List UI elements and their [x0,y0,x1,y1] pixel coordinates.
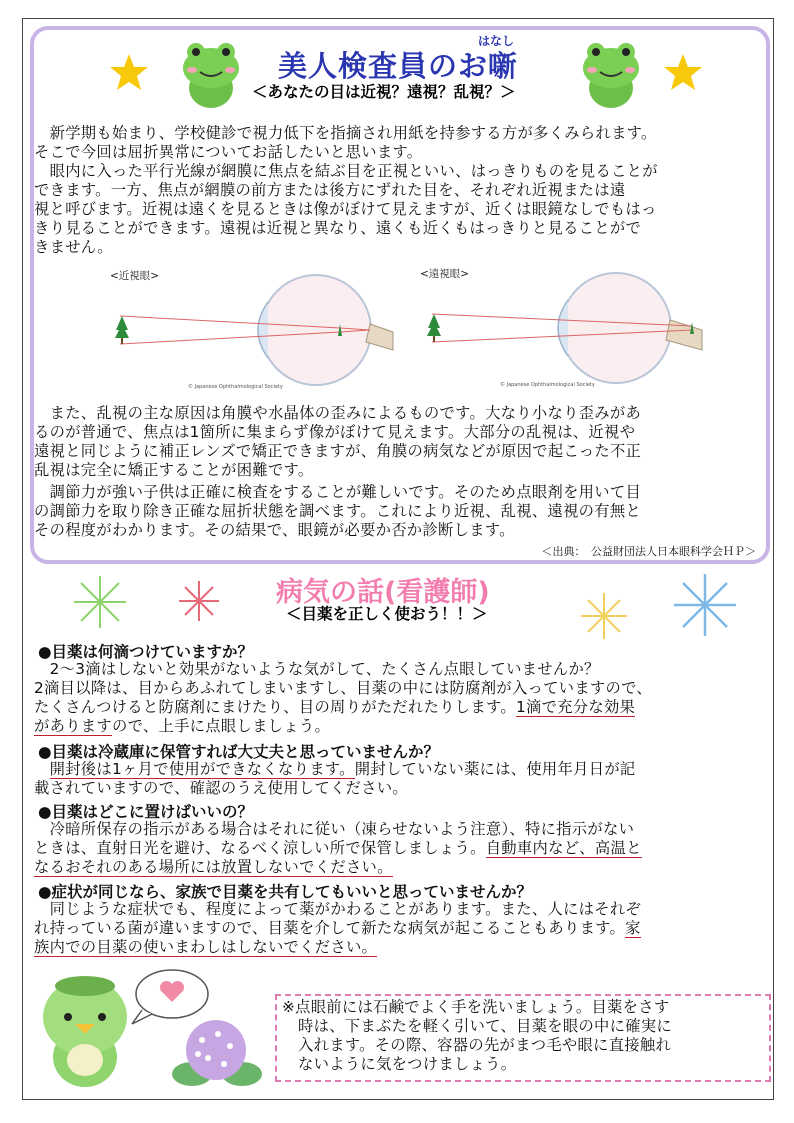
question-4: ●症状が同じなら、家族で目薬を共有してもいいと思っていませんか？ [38,883,533,901]
text-line: 2～3滴はしないと効果がないような気がして、たくさん点眼していませんか？ [34,660,600,678]
snowflake-icon [578,590,630,642]
underlined-text: 自動車内など、高温と [485,839,642,857]
kappa-character-icon [30,962,140,1092]
answer-2 [34,760,770,798]
section1-title: 美人検査員のお噺 [278,49,519,83]
text-line: ないように気をつけましょう。 [298,1055,517,1073]
star-icon [108,52,150,92]
text-line [34,760,770,779]
text-line: きません。 [34,238,113,256]
snowflake-icon [176,578,222,624]
text-span: たくさんつけると防腐剤にまけたり、目の周りがただれたりします。 [34,698,516,716]
text-line: 2滴目以降は、目からあふれてしまいますし、目薬の中には防腐剤が入っていますので、 [34,679,653,697]
question-2: ●目薬は冷蔵庫に保管すれば大丈夫と思っていませんか？ [38,743,440,761]
text-line: 新学期も始まり、学校健診で視力低下を指摘され用紙を持参する方が多くみられます。 [34,124,657,142]
snowflake-icon [70,572,130,632]
text-span: ので、上手に点眼しましょう。 [112,717,331,735]
diagram-credit: © Japanese Ophthalmological Society [500,382,595,388]
diagram-credit: © Japanese Ophthalmological Society [188,384,283,390]
text-line: そこで今回は屈折異常についてお話したいと思います。 [34,143,423,161]
hydrangea-icon [170,1014,262,1092]
text-line [34,938,770,957]
answer-1 [34,660,770,736]
answer-4 [34,900,770,957]
text-line: 視と呼びます。近視は遠くを見るときは像がぼけて見えますが、近くは眼鏡なしでもはっ [34,200,657,218]
text-line: 乱視は完全に矯正することが困難です。 [34,461,314,479]
section1-para2 [34,162,770,257]
underlined-text: 1滴で充分な効果 [515,698,636,716]
myopia-eye-diagram [108,272,398,394]
myopia-label: <近視眼> [110,270,160,282]
hyperopia-eye-diagram [420,268,710,390]
underlined-text: 開封後は1ヶ月で使用ができなくなります。 [49,760,355,778]
text-line: また、乱視の主な原因は角膜や水晶体の歪みによるものです。大なり小なり歪みがあ [34,404,642,422]
text-line: 調節力が強い子供は正確に検査をすることが難しいです。そのため点眼剤を用いて目 [34,483,642,501]
question-1: ●目薬は何滴つけていますか？ [38,643,254,661]
text-line [34,698,770,717]
underlined-text: 家 [625,919,641,937]
text-line: 冷暗所保存の指示がある場合はそれに従い（凍らせないよう注意）、特に指示がない [34,820,635,838]
section1-subtitle: ＜あなたの目は近視？遠視？乱視？＞ [252,83,516,101]
text-span: ときは、直射日光を避け、なるべく涼しい所で保管しましょう。 [34,839,486,857]
frog-icon [578,38,644,110]
question-3: ●目薬はどこに置けばいいの？ [38,803,254,821]
text-line [34,919,770,938]
text-line: きり見ることができます。遠視は近視と異なり、遠くも近くもはっきりと見ることがで [34,219,642,237]
snowflake-icon [670,570,740,640]
text-line: 遠視と同じように補正レンズで矯正できますが、角膜の病気などが原因で起こった不正 [34,442,642,460]
text-span: れ持っている菌が違いますので、目薬を介して新たな病気が起こることもあります。 [34,919,626,937]
section2-subtitle: ＜目薬を正しく使おう！！＞ [286,605,488,623]
section1-para3 [34,404,770,480]
text-line: 同じような症状でも、程度によって薬がかわることがあります。また、人にはそれぞ [34,900,642,918]
source-citation: ＜出典： 公益財団法人日本眼科学会ＨＰ＞ [541,545,756,558]
star-icon [662,52,704,92]
text-line: るのが普通で、焦点は1箇所に集まらず像がぼけて見えます。大部分の乱視は、近視や [34,423,636,441]
text-line: 入れます。その際、容器の先がまつ毛や眼に直接触れ [298,1036,672,1054]
text-line: の調節力を取り除き正確な屈折状態を調べます。これにより近視、乱視、遠視の有無と [34,502,642,520]
text-line: 載されていますので、確認のうえ使用してください。 [34,779,409,797]
hyperopia-label: <遠視眼> [420,268,470,280]
text-span [34,760,50,778]
section2-title: 病気の話(看護師) [276,577,490,608]
eye-drop-tip-text [282,998,768,1074]
answer-3 [34,820,770,877]
text-line: できます。一方、焦点が網膜の前方または後方にずれた目を、それぞれ近視または遠 [34,181,626,199]
title-ruby: はなし [478,34,515,48]
underlined-text: があります [34,717,112,735]
section1-para1 [34,124,770,162]
text-line [34,839,770,858]
underlined-text: 族内での目薬の使いまわしはしないでください。 [34,938,378,956]
text-line: 時は、下まぶたを軽く引いて、目薬を眼の中に確実に [298,1017,673,1035]
frog-icon [178,38,244,110]
text-line: 眼内に入った平行光線が網膜に焦点を結ぶ目を正視といい、はっきりものを見ることが [34,162,658,180]
text-span: 開封していない薬には、使用年月日が記 [354,760,636,778]
section1-para4 [34,483,770,540]
text-line: ※点眼前には石鹸でよく手を洗いましょう。目薬をさす [282,998,670,1016]
underlined-text: なるおそれのある場所には放置しないでください。 [34,858,393,876]
text-line: その程度がわかります。その結果で、眼鏡が必要か否か診断します。 [34,521,515,539]
text-line [34,858,770,877]
text-line [34,717,770,736]
